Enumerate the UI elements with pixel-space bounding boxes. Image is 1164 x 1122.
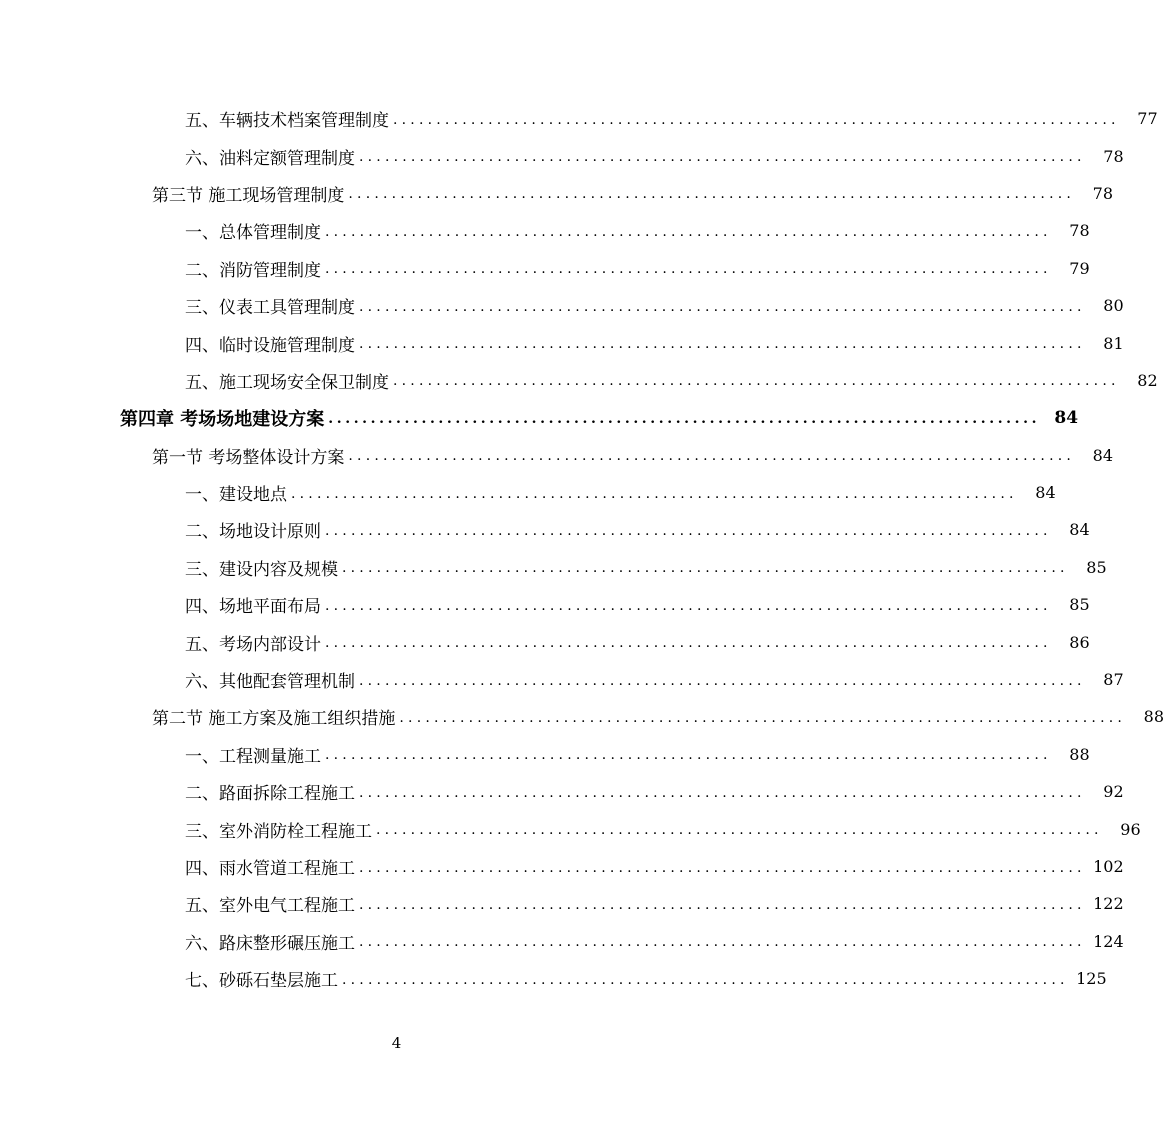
toc-entry-page: 125 (1076, 969, 1107, 989)
toc-entry-title: 三、建设内容及规模 (185, 559, 338, 580)
toc-entry[interactable] (185, 661, 1124, 698)
toc-dot-leader: .................................................................................... (399, 709, 1127, 726)
toc-dot-leader: .................................................................................... (325, 522, 1052, 539)
toc-dot-leader: .................................................................................... (348, 186, 1076, 203)
toc-dot-leader: .................................................................................... (359, 784, 1086, 801)
toc-entry-title: 五、室外电气工程施工 (185, 896, 355, 917)
toc-entry[interactable] (185, 137, 1124, 174)
toc-dot-leader: .................................................................................... (325, 261, 1052, 278)
toc-entry[interactable] (185, 324, 1124, 361)
toc-dot-leader: .................................................................................... (325, 223, 1052, 240)
toc-dot-leader: .................................................................................... (359, 672, 1086, 689)
toc-entry[interactable] (185, 885, 1124, 922)
toc-entry-title: 二、路面拆除工程施工 (185, 784, 355, 805)
toc-entry-page: 79 (1069, 258, 1090, 278)
toc-entry-title: 一、建设地点 (185, 485, 287, 506)
toc-dot-leader: .................................................................................... (359, 336, 1086, 353)
toc-dot-leader: .................................................................................... (393, 111, 1120, 128)
toc-entry-title: 七、砂砾石垫层施工 (185, 971, 338, 992)
toc-dot-leader: .................................................................................... (359, 149, 1086, 166)
toc-dot-leader: .................................................................................... (376, 822, 1103, 839)
toc-entry-page: 88 (1143, 707, 1164, 727)
toc-entry-title: 四、雨水管道工程施工 (185, 859, 355, 879)
toc-entry[interactable] (152, 175, 1114, 212)
toc-entry[interactable] (152, 698, 1164, 735)
toc-entry-title: 六、油料定额管理制度 (185, 148, 355, 169)
toc-entry-page: 78 (1092, 183, 1114, 203)
toc-entry[interactable] (185, 773, 1124, 810)
toc-entry-page: 96 (1120, 819, 1141, 839)
toc-dot-leader: .................................................................................... (328, 410, 1041, 427)
toc-entry-title: 六、其他配套管理机制 (185, 672, 355, 693)
toc-entry[interactable] (185, 212, 1090, 249)
toc-dot-leader: .................................................................................... (325, 635, 1052, 652)
toc-entry-title: 三、室外消防栓工程施工 (185, 821, 372, 842)
toc-entry[interactable] (185, 960, 1107, 997)
toc-entry-title: 三、仪表工具管理制度 (185, 298, 355, 319)
table-of-contents (0, 100, 1164, 997)
toc-entry-page: 84 (1035, 483, 1056, 503)
toc-chapter-entry[interactable] (120, 399, 1079, 436)
toc-dot-leader: .................................................................................... (342, 971, 1069, 988)
toc-entry-page: 86 (1069, 632, 1090, 652)
page-number: 4 (391, 1034, 402, 1052)
toc-entry-page: 122 (1093, 894, 1124, 914)
toc-entry-page: 85 (1069, 595, 1090, 615)
toc-entry-title: 五、考场内部设计 (185, 634, 321, 655)
toc-dot-leader: .................................................................................... (359, 896, 1086, 913)
toc-entry[interactable] (185, 923, 1124, 960)
toc-entry[interactable] (185, 474, 1056, 511)
toc-entry-title: 五、施工现场安全保卫制度 (185, 372, 389, 393)
toc-entry-page: 82 (1137, 370, 1158, 390)
toc-entry-title: 二、消防管理制度 (185, 260, 321, 281)
toc-entry-title: 四、场地平面布局 (185, 597, 321, 618)
toc-entry-title: 一、总体管理制度 (185, 223, 321, 244)
toc-dot-leader: .................................................................................... (393, 373, 1120, 390)
toc-entry-page: 78 (1069, 221, 1090, 241)
toc-entry-page: 77 (1137, 109, 1158, 129)
toc-entry-title: 一、工程测量施工 (185, 746, 321, 767)
toc-dot-leader: .................................................................................... (325, 597, 1052, 614)
toc-entry[interactable] (185, 549, 1107, 586)
toc-entry-page: 84 (1054, 407, 1079, 428)
toc-entry[interactable] (185, 287, 1124, 324)
toc-entry[interactable] (185, 810, 1141, 847)
toc-dot-leader: .................................................................................... (325, 747, 1052, 764)
toc-entry-title: 第三节 施工现场管理制度 (152, 185, 345, 206)
toc-entry-page: 102 (1093, 857, 1124, 876)
toc-entry[interactable] (185, 362, 1158, 399)
toc-entry-page: 87 (1103, 670, 1124, 690)
toc-entry-title: 四、临时设施管理制度 (185, 335, 355, 356)
toc-entry-page: 124 (1093, 931, 1124, 951)
toc-entry-page: 85 (1086, 557, 1107, 577)
toc-entry-title: 第二节 施工方案及施工组织措施 (152, 709, 396, 730)
toc-entry-title: 第一节 考场整体设计方案 (152, 447, 345, 468)
toc-entry[interactable] (185, 100, 1158, 137)
toc-entry-page: 88 (1069, 744, 1090, 764)
toc-entry[interactable] (185, 511, 1090, 548)
toc-entry-page: 84 (1092, 445, 1114, 465)
toc-entry-title: 六、路床整形碾压施工 (185, 933, 355, 954)
toc-dot-leader: .................................................................................... (342, 560, 1069, 577)
toc-entry-page: 78 (1103, 146, 1124, 166)
toc-entry[interactable] (185, 736, 1090, 773)
toc-entry[interactable] (185, 623, 1090, 660)
toc-entry[interactable] (152, 437, 1114, 474)
toc-entry-page: 80 (1103, 296, 1124, 316)
toc-dot-leader: .................................................................................... (359, 298, 1086, 315)
toc-dot-leader: .................................................................................... (291, 485, 1018, 502)
toc-dot-leader: .................................................................................... (348, 448, 1076, 465)
toc-entry[interactable] (185, 848, 1124, 885)
toc-entry-title: 二、场地设计原则 (185, 522, 321, 543)
toc-entry-title: 第四章 考场场地建设方案 (120, 408, 325, 430)
toc-entry[interactable] (185, 586, 1090, 623)
toc-entry-page: 81 (1103, 333, 1124, 353)
toc-entry-title: 五、车辆技术档案管理制度 (185, 111, 389, 132)
toc-entry[interactable] (185, 250, 1090, 287)
toc-entry-page: 84 (1069, 520, 1090, 540)
toc-entry-page: 92 (1103, 782, 1124, 802)
toc-dot-leader: .................................................................................... (359, 859, 1086, 876)
toc-dot-leader: .................................................................................... (359, 934, 1086, 951)
